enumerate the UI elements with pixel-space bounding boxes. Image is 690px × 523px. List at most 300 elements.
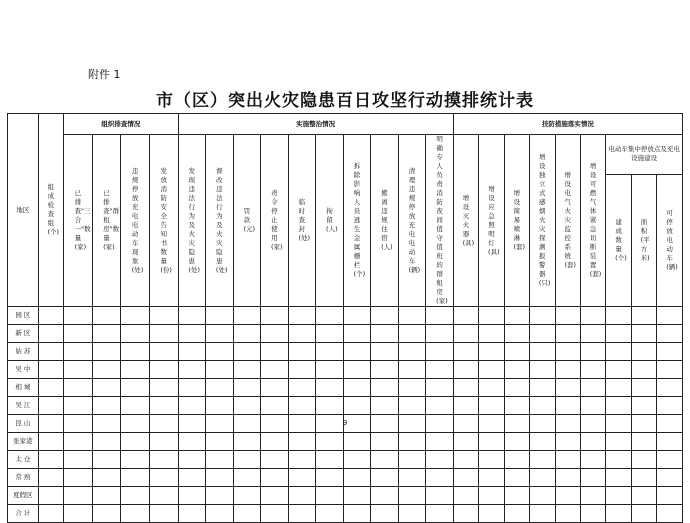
data-cell[interactable] [178,487,206,505]
data-cell[interactable] [316,379,344,397]
data-cell[interactable] [64,361,93,379]
data-cell[interactable] [38,379,63,397]
data-cell[interactable] [64,397,93,415]
data-cell[interactable] [504,487,529,505]
data-cell[interactable] [657,451,683,469]
data-cell[interactable] [606,451,631,469]
data-cell[interactable] [206,325,234,343]
data-cell[interactable] [261,505,289,523]
data-cell[interactable] [121,325,150,343]
table-row [8,505,683,523]
data-cell[interactable] [38,397,63,415]
data-cell[interactable] [206,397,234,415]
data-cell[interactable] [121,379,150,397]
data-cell[interactable] [149,433,178,451]
data-cell[interactable] [631,505,656,523]
data-cell[interactable] [288,343,316,361]
data-cell[interactable] [233,325,261,343]
data-cell[interactable] [580,379,605,397]
data-cell[interactable] [657,325,683,343]
data-cell[interactable] [657,505,683,523]
ev-col-header: 可停放电动车(辆) [657,174,683,306]
data-cell[interactable] [398,379,426,397]
data-cell[interactable] [343,307,371,325]
region-label: 新 区 [8,325,39,343]
data-cell[interactable] [631,487,656,505]
data-cell[interactable] [371,451,399,469]
data-cell[interactable] [631,307,656,325]
data-cell[interactable] [38,433,63,451]
data-cell[interactable] [178,307,206,325]
data-cell[interactable] [233,487,261,505]
ev-group-header: 电动车集中停放点及充电设施建设 [606,135,683,175]
data-cell[interactable] [206,505,234,523]
data-cell[interactable] [233,469,261,487]
data-cell[interactable] [426,451,454,469]
data-cell[interactable] [426,343,454,361]
data-cell[interactable] [206,433,234,451]
data-cell[interactable] [657,397,683,415]
data-cell[interactable] [121,397,150,415]
data-cell[interactable] [606,307,631,325]
data-cell[interactable] [530,325,555,343]
data-cell[interactable] [530,307,555,325]
data-cell[interactable] [261,451,289,469]
region-label: 常 熟 [8,469,39,487]
data-cell[interactable] [398,505,426,523]
rectification-group-header: 实施整治情况 [178,114,453,135]
data-cell[interactable] [38,505,63,523]
data-cell[interactable] [38,487,63,505]
data-cell[interactable] [178,325,206,343]
data-cell[interactable] [149,325,178,343]
data-cell[interactable] [343,505,371,523]
page-number: 9 [342,419,348,427]
data-cell[interactable] [121,487,150,505]
data-cell[interactable] [121,469,150,487]
data-cell[interactable] [426,433,454,451]
rectification-col-header: 明确专人负责消防夜间值守值班的群租房(家) [426,135,454,307]
inspection-col-header: 已排查"三合一"数量(家) [64,135,93,307]
data-cell[interactable] [149,505,178,523]
data-cell[interactable] [371,505,399,523]
data-cell[interactable] [64,469,93,487]
table-body [8,307,683,523]
data-cell[interactable] [479,379,504,397]
data-cell[interactable] [631,397,656,415]
data-cell[interactable] [149,469,178,487]
data-cell[interactable] [206,379,234,397]
data-cell[interactable] [149,487,178,505]
data-cell[interactable] [555,397,580,415]
data-cell[interactable] [580,487,605,505]
data-cell[interactable] [343,379,371,397]
data-cell[interactable] [580,361,605,379]
data-cell[interactable] [316,451,344,469]
data-cell[interactable] [233,451,261,469]
region-label: 吴 江 [8,397,39,415]
data-cell[interactable] [530,505,555,523]
data-cell[interactable] [288,361,316,379]
data-cell[interactable] [631,451,656,469]
data-cell[interactable] [504,397,529,415]
data-cell[interactable] [426,505,454,523]
data-cell[interactable] [233,397,261,415]
data-cell[interactable] [121,451,150,469]
data-cell[interactable] [530,361,555,379]
data-cell[interactable] [606,397,631,415]
data-cell[interactable] [288,469,316,487]
data-cell[interactable] [530,469,555,487]
page-title: 市（区）突出火灾隐患百日攻坚行动摸排统计表 [156,91,534,111]
data-cell[interactable] [288,379,316,397]
data-cell[interactable] [371,379,399,397]
data-cell[interactable] [92,469,121,487]
data-cell[interactable] [316,505,344,523]
data-cell[interactable] [555,379,580,397]
data-cell[interactable] [121,307,150,325]
data-cell[interactable] [479,325,504,343]
data-cell[interactable] [631,379,656,397]
data-cell[interactable] [453,469,478,487]
data-cell[interactable] [426,307,454,325]
data-cell[interactable] [631,325,656,343]
data-cell[interactable] [398,343,426,361]
data-cell[interactable] [233,307,261,325]
table-row [8,361,683,379]
data-cell[interactable] [398,451,426,469]
data-cell[interactable] [398,487,426,505]
data-cell[interactable] [504,469,529,487]
inspection-col-header: 发放消防安全告知书数量(份) [149,135,178,307]
data-cell[interactable] [178,469,206,487]
region-label: 合 计 [8,505,39,523]
data-cell[interactable] [92,379,121,397]
data-cell[interactable] [530,397,555,415]
data-cell[interactable] [580,325,605,343]
data-cell[interactable] [38,451,63,469]
data-cell[interactable] [580,433,605,451]
data-cell[interactable] [606,487,631,505]
data-cell[interactable] [121,343,150,361]
data-cell[interactable] [555,433,580,451]
data-cell[interactable] [316,307,344,325]
data-cell[interactable] [426,487,454,505]
data-cell[interactable] [398,469,426,487]
data-cell[interactable] [453,397,478,415]
data-cell[interactable] [606,343,631,361]
data-cell[interactable] [453,451,478,469]
data-cell[interactable] [479,361,504,379]
data-cell[interactable] [233,343,261,361]
data-cell[interactable] [149,379,178,397]
data-cell[interactable] [316,433,344,451]
data-cell[interactable] [206,361,234,379]
data-cell[interactable] [580,397,605,415]
data-cell[interactable] [206,343,234,361]
data-cell[interactable] [288,505,316,523]
data-cell[interactable] [178,505,206,523]
data-cell[interactable] [479,433,504,451]
data-cell[interactable] [371,487,399,505]
data-cell[interactable] [371,433,399,451]
data-cell[interactable] [479,397,504,415]
data-cell[interactable] [343,397,371,415]
data-cell[interactable] [555,469,580,487]
data-cell[interactable] [555,343,580,361]
data-cell[interactable] [233,361,261,379]
data-cell[interactable] [92,307,121,325]
data-cell[interactable] [38,325,63,343]
data-cell[interactable] [606,379,631,397]
data-cell[interactable] [555,505,580,523]
data-cell[interactable] [398,307,426,325]
data-cell[interactable] [178,397,206,415]
data-cell[interactable] [453,343,478,361]
data-cell[interactable] [504,505,529,523]
prevention-col-header: 增设可燃气体紧急切断装置(套) [580,135,605,307]
data-cell[interactable] [288,487,316,505]
data-cell[interactable] [479,451,504,469]
data-cell[interactable] [261,343,289,361]
data-cell[interactable] [343,469,371,487]
data-cell[interactable] [92,361,121,379]
data-cell[interactable] [233,505,261,523]
data-cell[interactable] [261,433,289,451]
data-cell[interactable] [479,487,504,505]
data-cell[interactable] [288,433,316,451]
data-cell[interactable] [530,433,555,451]
data-cell[interactable] [261,397,289,415]
data-cell[interactable] [343,451,371,469]
data-cell[interactable] [453,487,478,505]
data-cell[interactable] [261,307,289,325]
data-cell[interactable] [64,379,93,397]
data-cell[interactable] [64,487,93,505]
data-cell[interactable] [64,505,93,523]
data-cell[interactable] [530,487,555,505]
data-cell[interactable] [261,325,289,343]
statistics-table [7,113,683,523]
data-cell[interactable] [149,451,178,469]
data-cell[interactable] [398,361,426,379]
data-cell[interactable] [398,433,426,451]
data-cell[interactable] [426,379,454,397]
data-cell[interactable] [530,343,555,361]
data-cell[interactable] [631,361,656,379]
data-cell[interactable] [261,469,289,487]
data-cell[interactable] [453,361,478,379]
data-cell[interactable] [398,325,426,343]
data-cell[interactable] [316,469,344,487]
data-cell[interactable] [426,325,454,343]
data-cell[interactable] [343,433,371,451]
data-cell[interactable] [453,433,478,451]
data-cell[interactable] [92,505,121,523]
data-cell[interactable] [316,397,344,415]
data-cell[interactable] [479,343,504,361]
data-cell[interactable] [657,433,683,451]
data-cell[interactable] [92,325,121,343]
data-cell[interactable] [530,379,555,397]
data-cell[interactable] [206,487,234,505]
data-cell[interactable] [178,433,206,451]
data-cell[interactable] [504,433,529,451]
data-cell[interactable] [555,361,580,379]
data-cell[interactable] [479,505,504,523]
data-cell[interactable] [149,361,178,379]
data-cell[interactable] [426,469,454,487]
data-cell[interactable] [38,469,63,487]
data-cell[interactable] [64,325,93,343]
data-cell[interactable] [606,433,631,451]
data-cell[interactable] [426,361,454,379]
prevention-group-header: 技防措施落实情况 [453,114,682,135]
data-cell[interactable] [371,469,399,487]
data-cell[interactable] [178,361,206,379]
data-cell[interactable] [453,505,478,523]
data-cell[interactable] [206,307,234,325]
data-cell[interactable] [343,361,371,379]
prevention-col-header: 增设电气火灾监控系统(套) [555,135,580,307]
data-cell[interactable] [92,451,121,469]
data-cell[interactable] [178,451,206,469]
data-cell[interactable] [288,325,316,343]
data-cell[interactable] [504,307,529,325]
data-cell[interactable] [149,343,178,361]
ev-col-header: 建成数量(个) [606,174,631,306]
data-cell[interactable] [657,307,683,325]
data-cell[interactable] [580,451,605,469]
region-label: 度假区 [8,487,39,505]
data-cell[interactable] [631,433,656,451]
inspection-col-header: 违规停放充电电动车现象(处) [121,135,150,307]
data-cell[interactable] [504,325,529,343]
data-cell[interactable] [606,361,631,379]
rectification-col-header: 拘留(人) [316,135,344,307]
data-cell[interactable] [316,487,344,505]
table-row [8,487,683,505]
data-cell[interactable] [580,307,605,325]
data-cell[interactable] [261,379,289,397]
data-cell[interactable] [178,343,206,361]
rectification-col-header: 责令停止使用(家) [261,135,289,307]
data-cell[interactable] [426,397,454,415]
data-cell[interactable] [555,307,580,325]
data-cell[interactable] [64,307,93,325]
rectification-col-header: 发现违法行为及火灾隐患(处) [178,135,206,307]
data-cell[interactable] [64,451,93,469]
data-cell[interactable] [233,433,261,451]
data-cell[interactable] [343,325,371,343]
data-cell[interactable] [606,469,631,487]
region-label: 姑 苏 [8,343,39,361]
data-cell[interactable] [453,307,478,325]
data-cell[interactable] [288,397,316,415]
data-cell[interactable] [479,307,504,325]
data-cell[interactable] [580,505,605,523]
data-cell[interactable] [606,505,631,523]
data-cell[interactable] [288,451,316,469]
data-cell[interactable] [580,343,605,361]
data-cell[interactable] [555,487,580,505]
data-cell[interactable] [288,307,316,325]
data-cell[interactable] [631,469,656,487]
data-cell[interactable] [149,307,178,325]
region-label: 吴 中 [8,361,39,379]
data-cell[interactable] [38,361,63,379]
data-cell[interactable] [504,451,529,469]
data-cell[interactable] [121,433,150,451]
data-cell[interactable] [398,397,426,415]
data-cell[interactable] [371,343,399,361]
data-cell[interactable] [371,307,399,325]
data-cell[interactable] [504,343,529,361]
data-cell[interactable] [206,451,234,469]
data-cell[interactable] [657,361,683,379]
region-label: 太 仓 [8,451,39,469]
data-cell[interactable] [657,343,683,361]
rectification-col-header: 临时查封(处) [288,135,316,307]
data-cell[interactable] [657,379,683,397]
data-cell[interactable] [504,361,529,379]
region-header: 地区 [8,114,39,307]
rectification-col-header: 搬离违规住宿(人) [371,135,399,307]
data-cell[interactable] [233,379,261,397]
data-cell[interactable] [631,343,656,361]
data-cell[interactable] [657,487,683,505]
data-cell[interactable] [92,487,121,505]
data-cell[interactable] [555,325,580,343]
data-cell[interactable] [316,325,344,343]
data-cell[interactable] [371,361,399,379]
data-cell[interactable] [343,343,371,361]
data-cell[interactable] [261,361,289,379]
data-cell[interactable] [316,343,344,361]
prevention-col-header: 增设简易喷淋(套) [504,135,529,307]
data-cell[interactable] [92,343,121,361]
data-cell[interactable] [657,469,683,487]
data-cell[interactable] [64,433,93,451]
data-cell[interactable] [316,361,344,379]
region-label: 园 区 [8,307,39,325]
data-cell[interactable] [343,487,371,505]
data-cell[interactable] [64,343,93,361]
prevention-col-header: 增设应急照明灯(具) [479,135,504,307]
data-cell[interactable] [92,433,121,451]
data-cell[interactable] [206,469,234,487]
data-cell[interactable] [121,505,150,523]
data-cell[interactable] [530,451,555,469]
data-cell[interactable] [261,487,289,505]
data-cell[interactable] [371,325,399,343]
data-cell[interactable] [121,361,150,379]
data-cell[interactable] [453,325,478,343]
data-cell[interactable] [371,397,399,415]
data-cell[interactable] [453,379,478,397]
table-row [8,379,683,397]
data-cell[interactable] [504,379,529,397]
data-cell[interactable] [479,469,504,487]
data-cell[interactable] [92,397,121,415]
data-cell[interactable] [38,343,63,361]
data-cell[interactable] [178,379,206,397]
data-cell[interactable] [606,325,631,343]
data-cell[interactable] [555,451,580,469]
data-cell[interactable] [149,397,178,415]
data-cell[interactable] [38,307,63,325]
data-cell[interactable] [580,469,605,487]
